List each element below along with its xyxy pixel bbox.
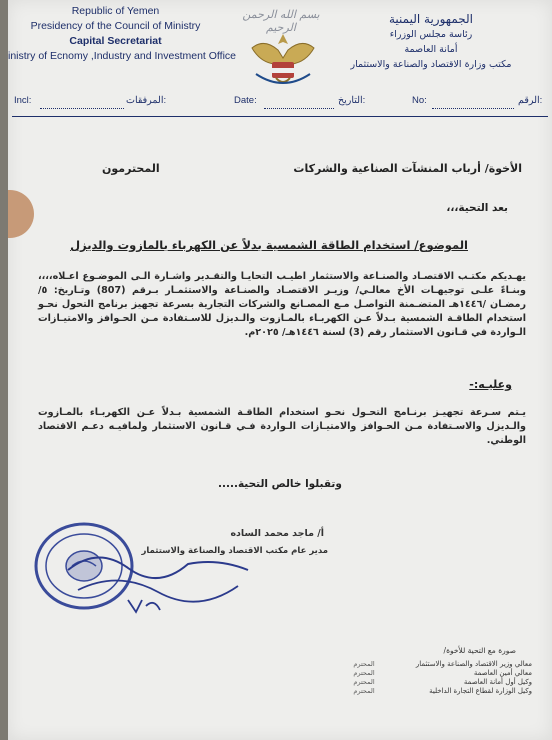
incl-label: Incl: [14,95,32,106]
handwritten-signature-icon [58,540,258,620]
en-line-office: inistry of Ecnomy ,Industry and Investment Office [8,50,236,62]
yemen-eagle-emblem-icon [242,28,324,90]
honorific: المحترمون [102,162,160,175]
addressee: الأخوة/ أرباب المنشآت الصناعية والشركات [293,162,522,175]
date-label: Date: [234,95,257,106]
header-divider [12,116,548,117]
cc-tag: المحترم [353,660,375,668]
thumb-shadow [8,190,34,238]
paragraph-directive: يـتم سـرعة تجهيـز برنـامج التحـول نحـو استخدام الطاقـة الشمسية بـدلاً عـن الكهربـاء بالمـازوت والـديزل والاسـتفادة مـن الحـوافز والامتيـازات الـواردة فـي قـانون الاستثمار ولمافيـه دعـم الاقتصاد الوطني. [38,407,526,446]
therefore-heading: وعليـه:- [469,378,512,391]
cc-item: وكيل أول أمانة العاصمة [463,678,532,686]
ar-line-country: الجمهورية اليمنية [388,12,473,26]
cc-tag: المحترم [353,678,375,686]
incl-line [40,108,124,109]
arabic-letterhead [316,12,546,72]
ar-line-capital: أمانة العاصمة [404,44,458,55]
cc-title: صورة مع التحية للأخوة/ [443,646,516,655]
date-label-ar: التاريخ: [338,95,366,106]
no-label-ar: الرقم: [518,95,543,106]
cc-tag: المحترم [353,687,375,695]
no-label: No: [412,95,427,106]
letter-page [8,0,552,740]
cc-item: معالي أمين العاصمة [473,669,532,677]
en-line-presidency: Presidency of the Council of Ministry [30,20,201,32]
cc-item: وكيل الوزارة لقطاع التجارة الداخلية [429,687,532,695]
en-line-country: Republic of Yemen [71,5,160,17]
closing: وتقبلوا خالص التحية..... [218,478,342,490]
meta-row [12,95,552,111]
ar-line-presidency: رئاسة مجلس الوزراء [389,29,473,40]
paragraph-main: يهـديكم مكتـب الاقتصـاد والصنـاعة والاستثمار اطيـب التحايـا والتقـدير واشـارة الـى الموضـوع اعـلاه،،،، وبنـاءً علـى توجيهـات الأخ معالـي/ وزيـر الاقتصـاد والصنـاعة والاستثمـار بـرقم (807) وتـاريخ: ٥/ رمضـان /١٤٤٦هـ المتضـمنة التواصـل مـع المصـانع والشركات التجارية بسرعة تجهيز برنامج التحول نحـو استخدام الطاقـة الشمسية بـدلاً عـن الكهربـاء بالمـازوت والـديزل للاسـتفادة مـن الحـوافز والامتيـازات الـواردة في قـانون الاستثمار رقم (3) لسنة ١٤٤٦هـ/ ٢٠٢٥م. [38,271,527,338]
en-line-capital: Capital Secretariat [69,35,162,47]
english-letterhead [8,4,236,64]
date-line [264,108,334,109]
cc-honorifics [334,660,394,696]
greeting: بعد التحية،،، [446,202,508,214]
subject: الموضوع/ استخدام الطاقة الشمسية بدلاً عن الكهرباء بالمازوت والديزل [70,238,468,252]
cc-tag: المحترم [353,669,375,677]
incl-label-ar: المرفقات: [126,95,167,106]
ar-line-office: مكتب وزارة الاقتصاد والصناعة والاستثمار [350,59,512,70]
signatory-title: مدير عام مكتب الاقتصاد والصناعة والاستثمار [141,546,328,556]
basmala: بسم الله الرحمن الرحيم [242,8,320,34]
cc-item: معالي وزير الاقتصاد والصناعة والاستثمار [415,660,532,668]
no-line [432,108,514,109]
signatory-name: أ/ ماجد محمد الساده [230,528,324,539]
